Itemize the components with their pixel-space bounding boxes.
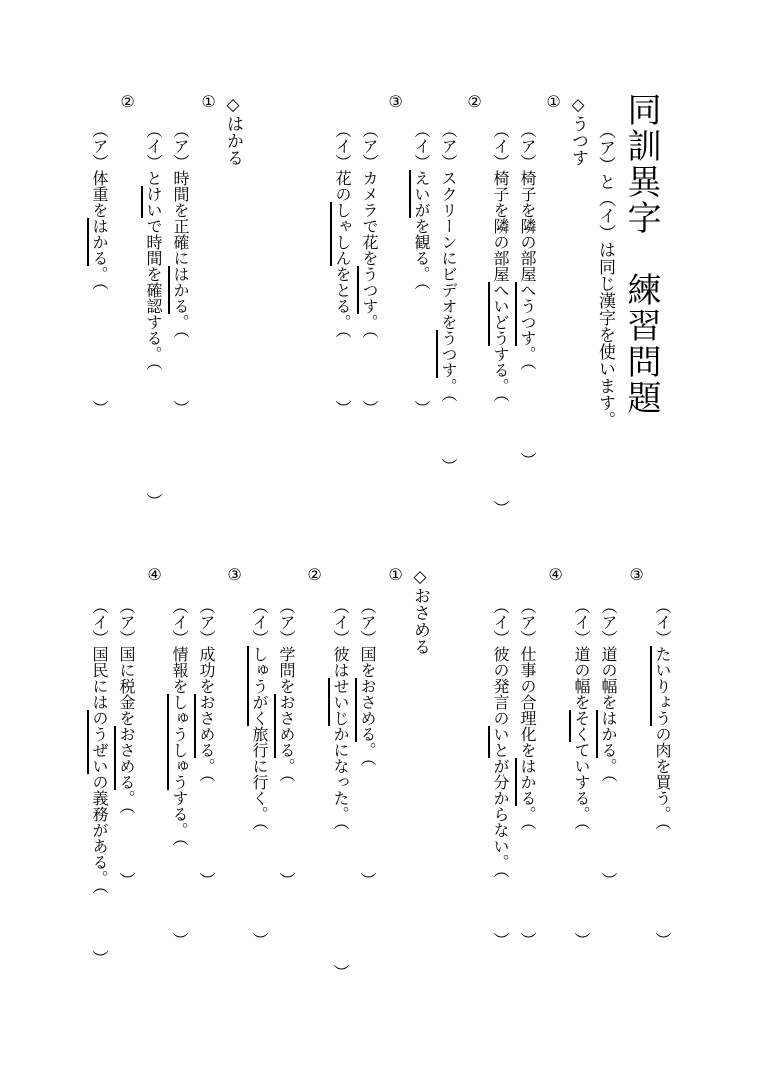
question-number: ①	[199, 92, 218, 111]
question-a: （ア）時間を正確にはかる。（	[172, 122, 188, 338]
question-b: （イ）えいがを観る。（	[413, 122, 429, 290]
underlined-word: はかる	[515, 758, 537, 806]
underlined-word: たいりょう	[650, 646, 672, 726]
question-b: （イ）とけいで時間を確認する。（	[145, 122, 161, 370]
question-b: （イ）花のしゃしんをとる。（	[334, 122, 350, 338]
section-label-utsusu: ◇うつす	[568, 95, 588, 166]
question-a: （ア）学問をおさめる。（	[278, 598, 294, 782]
underlined-word: はかる	[87, 218, 109, 266]
underlined-word: のうぜい	[87, 710, 109, 774]
answer-close-paren: ）	[358, 872, 377, 888]
underlined-word: けい	[141, 186, 163, 218]
question-a: （ア）国に税金をおさめる。（	[118, 598, 134, 814]
underlined-word: はかる	[168, 266, 190, 314]
answer-close-paren: ）	[360, 400, 379, 416]
answer-close-paren: ）	[491, 932, 510, 948]
answer-close-paren: ）	[491, 500, 510, 516]
question-a: （ア）椅子を隣の部屋へうつす。（	[519, 122, 535, 370]
underlined-word: おさめる	[355, 678, 377, 742]
underlined-word: そく	[569, 710, 591, 742]
question-number: ④	[145, 565, 164, 584]
answer-close-paren: ）	[197, 872, 216, 888]
question-number: ③	[386, 92, 405, 111]
answer-close-paren: ）	[277, 872, 296, 888]
question-a: （ア）スクリーンにビデオをうつす。（	[440, 122, 456, 402]
underlined-word: せいじ	[328, 678, 350, 726]
question-a: （ア）カメラで花をうつす。（	[361, 122, 377, 338]
question-b: （イ）情報をしゅうしゅうする。（	[171, 598, 187, 846]
instruction: （ア）と（イ）は同じ漢字を使います。	[595, 122, 615, 428]
answer-close-paren: ）	[412, 400, 431, 416]
question-number: ②	[118, 92, 137, 111]
section-label-osameru: ◇おさめる	[410, 567, 430, 655]
underlined-word: へいどう	[488, 282, 510, 346]
question-number: ①	[386, 565, 405, 584]
underlined-word: うつす	[357, 266, 379, 314]
answer-close-paren: ）	[599, 872, 618, 888]
question-b: （イ）椅子を隣の部屋へいどうする。（	[492, 122, 508, 402]
question-a: （ア）成功をおさめる。（	[198, 598, 214, 782]
underlined-word: いと	[488, 726, 510, 758]
question-a: （ア）体重をはかる。（	[91, 122, 107, 290]
question-a: （ア）道の幅をはかる。（	[600, 598, 616, 782]
answer-close-paren: ）	[653, 932, 672, 948]
question-a: （ア）仕事の合理化をはかる。（	[519, 598, 535, 830]
answer-close-paren: ）	[170, 932, 189, 948]
question-number: ③	[225, 565, 244, 584]
underlined-word: しゃしん	[330, 202, 352, 266]
answer-close-paren: ）	[518, 452, 537, 468]
question-b: （イ）たいりょうの肉を買う。（	[654, 598, 670, 830]
question-number: ④	[546, 565, 565, 584]
question-number: ②	[465, 92, 484, 111]
answer-close-paren: ）	[439, 458, 458, 474]
underlined-word: うつす	[436, 330, 458, 378]
question-number: ②	[305, 565, 324, 584]
question-b: （イ）国民にはのうぜいの義務がある。（	[91, 598, 107, 894]
answer-close-paren: ）	[117, 872, 136, 888]
answer-close-paren: ）	[572, 932, 591, 948]
question-b: （イ）道の幅をそくていする。（	[573, 598, 589, 830]
answer-close-paren: ）	[90, 950, 109, 966]
underlined-word: えいが	[409, 170, 431, 218]
question-b: （イ）しゅうがく旅行に行く。（	[251, 598, 267, 830]
answer-close-paren: ）	[250, 932, 269, 948]
answer-close-paren: ）	[90, 400, 109, 416]
underlined-word: おさめる	[194, 694, 216, 758]
page-title: 同訓異字 練習問題	[621, 92, 661, 416]
underlined-word: へうつす	[515, 282, 537, 346]
question-number: ③	[627, 565, 646, 584]
underlined-word: おさめる	[114, 726, 136, 790]
underlined-word: しゅうしゅう	[167, 694, 189, 790]
question-number: ①	[544, 92, 563, 111]
answer-close-paren: ）	[171, 400, 190, 416]
underlined-word: はかる	[596, 710, 618, 758]
underlined-word: しゅうがく	[247, 646, 269, 726]
question-b: （イ）彼の発言のいとが分からない。（	[492, 598, 508, 878]
question-a: （ア）国をおさめる。（	[359, 598, 375, 766]
answer-close-paren: ）	[331, 964, 350, 980]
underlined-word: おさめる	[274, 694, 296, 758]
answer-close-paren: ）	[144, 493, 163, 509]
section-label-hakaru: ◇はかる	[223, 95, 243, 166]
question-b: （イ）彼はせいじかになった。（	[332, 598, 348, 830]
answer-close-paren: ）	[518, 932, 537, 948]
answer-close-paren: ）	[333, 400, 352, 416]
